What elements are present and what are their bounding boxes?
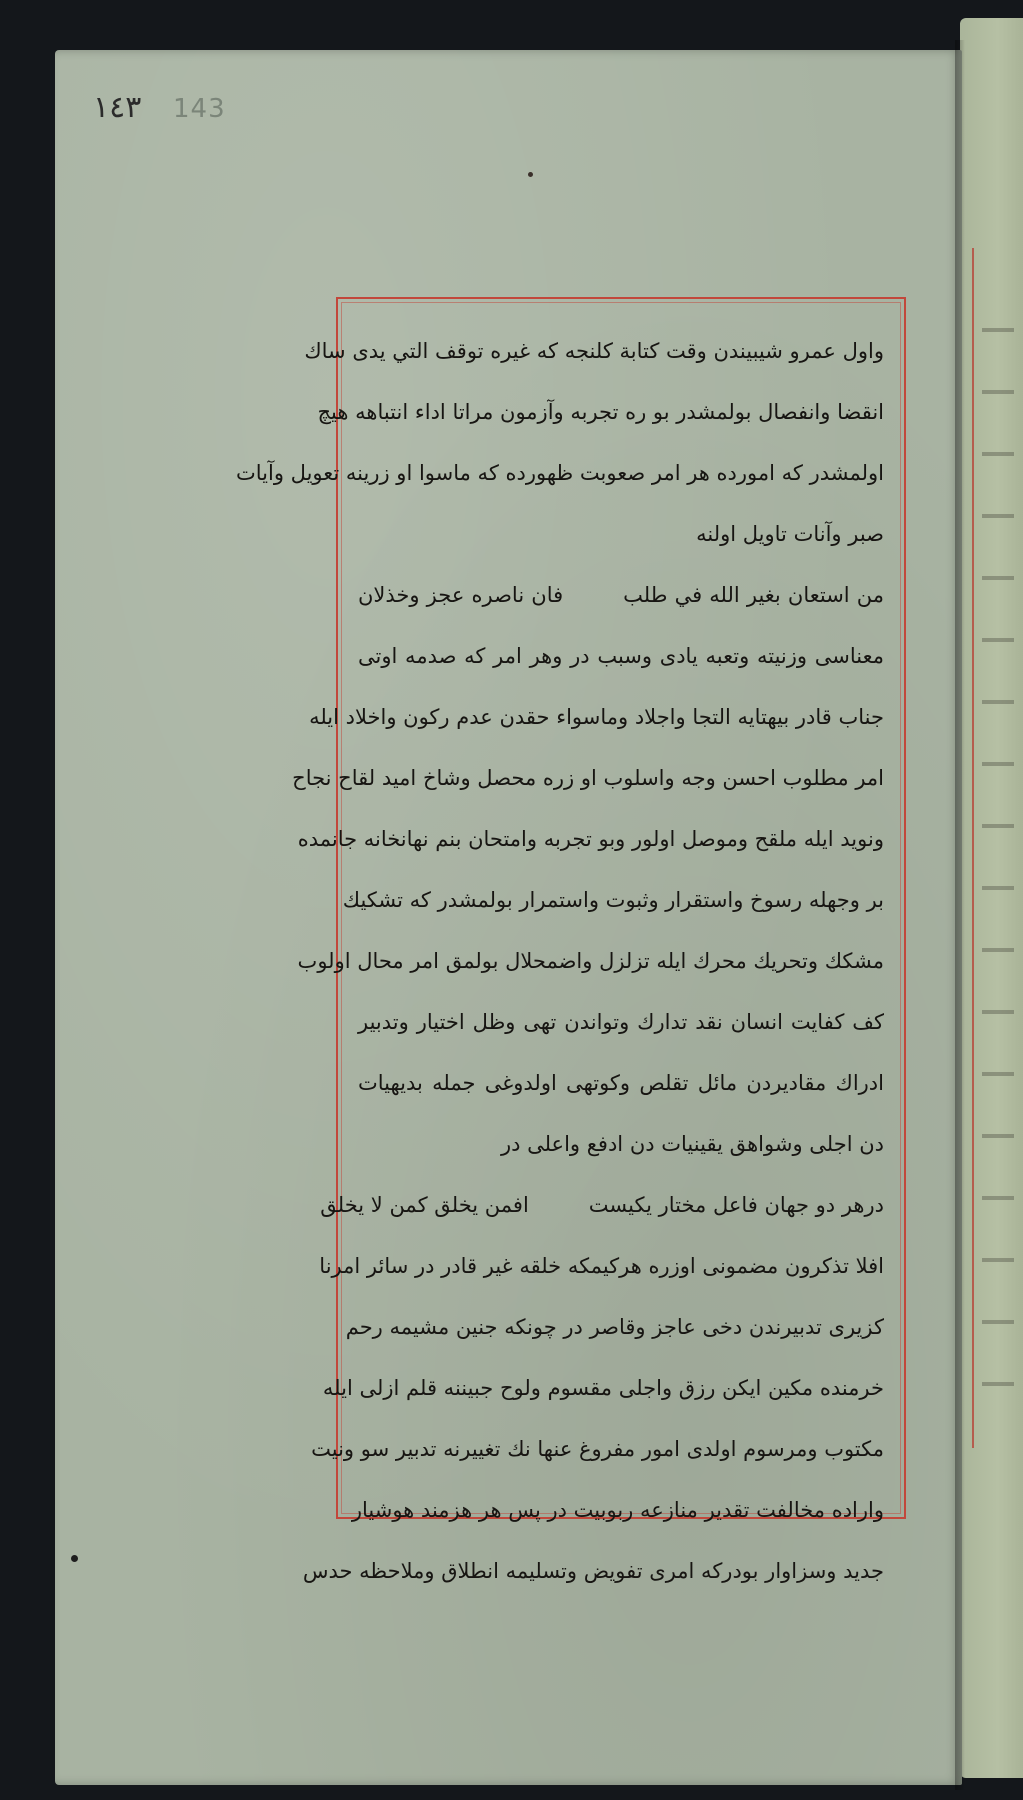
text-line: دن اجلى وشواهق يقينيات دن ادفع واعلى در <box>500 1132 884 1156</box>
verse-hemistich: من استعان بغير الله في طلب <box>623 583 884 607</box>
verse-hemistich: فان ناصره عجز وخذلان <box>358 583 564 607</box>
text-block <box>236 321 884 1602</box>
text-frame <box>236 297 906 1583</box>
text-line: معناسى وزنيته وتعبه يادى وسبب در وهر امر كه صدمه اوتى <box>358 644 884 668</box>
text-line: جناب قادر بيهتايه التجا واجلاد وماسواء حقدن عدم ركون واخلاد ايله <box>309 705 884 729</box>
adjacent-page-text-shadow <box>982 288 1014 1388</box>
pencil-folio-number: 143 <box>173 94 226 124</box>
text-line: واراده مخالفت تقدير منازعه ربوبيت در پس هر هزمند هوشيار <box>351 1498 884 1522</box>
text-line: اولمشدر كه امورده هر امر صعوبت ظهورده كه ماسوا او زرينه تعويل وآيات <box>236 461 884 485</box>
folio-number: ١٤٣ <box>93 90 142 125</box>
text-line: كزيرى تدبيرندن دخى عاجز وقاصر در چونكه جنين مشيمه رحم <box>345 1315 884 1339</box>
gutter-shadow <box>955 40 965 1790</box>
text-line: امر مطلوب احسن وجه واسلوب او زره محصل وشاخ اميد لقاح نجاح <box>292 766 884 790</box>
text-line: انقضا وانفصال بولمشدر بو ره تجربه وآزمون مراتا اداء انتباهه هيچ <box>317 400 884 424</box>
text-line: خرمنده مكين ايكن رزق واجلى مقسوم ولوح جبيننه قلم ازلى ايله <box>322 1376 884 1400</box>
text-line: جديد وسزاوار بودركه امرى تفويض وتسليمه انطلاق وملاحظه حدس <box>302 1559 884 1583</box>
verse-hemistich: درهر دو جهان فاعل مختار يكيست <box>588 1193 884 1217</box>
text-line: بر وجهله رسوخ واستقرار وثبوت واستمرار بولمشدر كه تشكيك <box>342 888 884 912</box>
text-line: صبر وآنات تاويل اولنه <box>696 522 884 546</box>
ink-dot <box>71 1555 78 1562</box>
verse-line <box>358 565 884 626</box>
manuscript-page <box>55 50 962 1785</box>
text-line: واول عمرو شيبيندن وقت كتابة كلنجه كه غيره توقف التي يدى ساك <box>304 339 884 363</box>
ink-dot <box>528 172 533 177</box>
text-line: ادراك مقاديردن مائل تقلص وكوتهى اولدوغى جمله بديهيات <box>358 1071 884 1095</box>
verse-line <box>320 1175 884 1236</box>
text-line: افلا تذكرون مضمونى اوزره هركيمكه خلقه غير قادر در سائر امرنا <box>319 1254 884 1278</box>
text-line: ونويد ايله ملقح وموصل اولور وبو تجربه وامتحان بنم نهانخانه جانمده <box>297 827 884 851</box>
text-line: مشكك وتحريك محرك ايله تزلزل واضمحلال بولمق امر محال اولوب <box>297 949 884 973</box>
text-line: مكتوب ومرسوم اولدى امور مفروغ عنها نك تغييرنه تدبير سو ونيت <box>311 1437 884 1461</box>
adjacent-page-edge <box>960 18 1023 1778</box>
verse-hemistich: افمن يخلق كمن لا يخلق <box>320 1193 529 1217</box>
adjacent-page-ruling <box>972 248 974 1448</box>
text-line: كف كفايت انسان نقد تدارك وتواندن تهى وظل اختيار وتدبير <box>358 1010 884 1034</box>
